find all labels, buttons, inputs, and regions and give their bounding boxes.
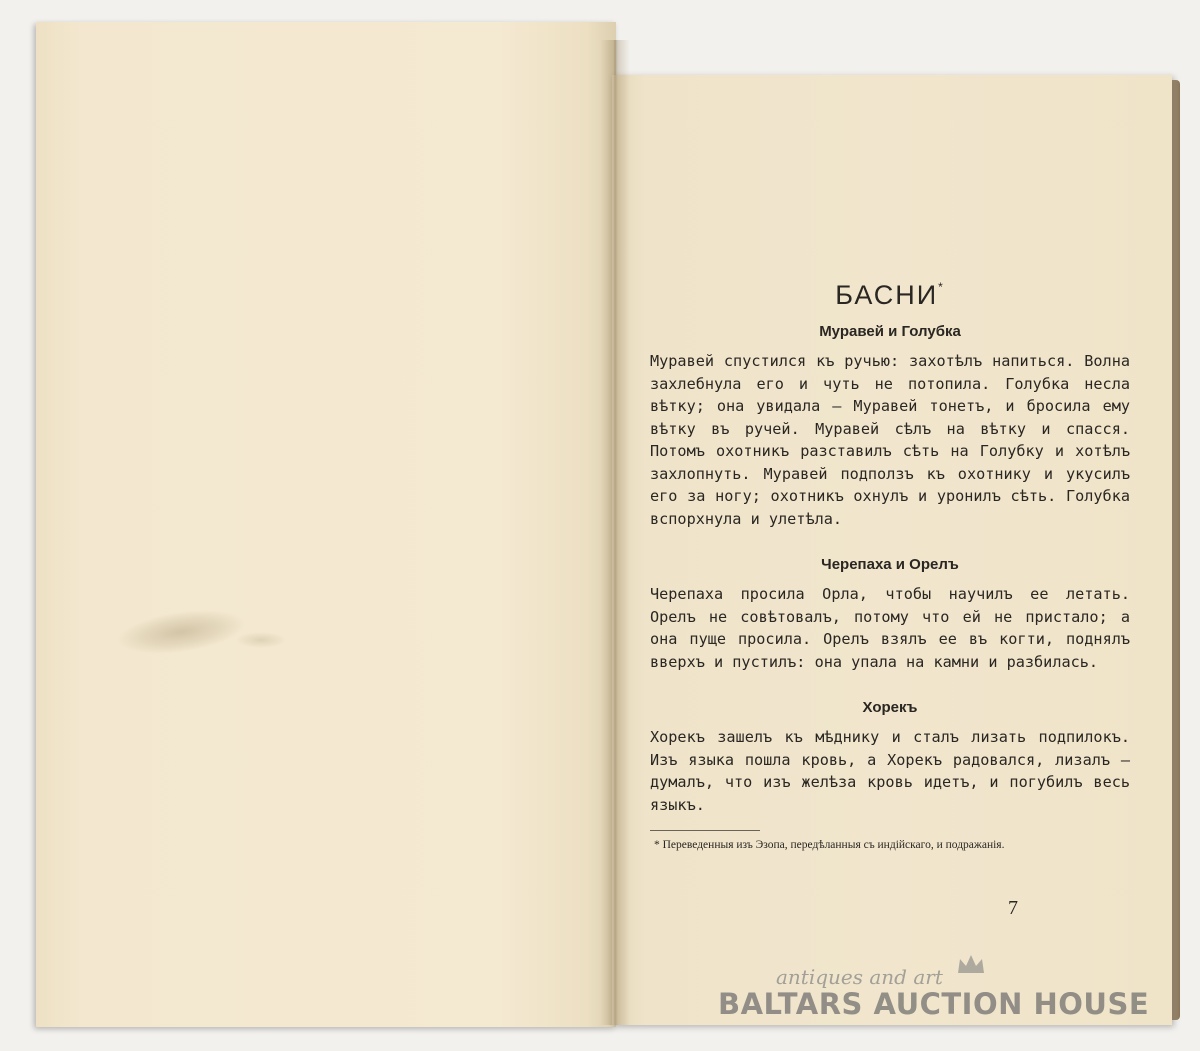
left-page: [36, 22, 616, 1027]
footnote-mark: *: [938, 280, 945, 294]
fable-text: Хорекъ зашелъ къ мѣднику и сталъ лизать подпилокъ. Изъ языка пошла кровь, а Хорекъ радовался, лизалъ — думалъ, что изъ желѣза кровь идетъ, и погубилъ весь языкъ.: [650, 728, 1130, 814]
fable-title: Черепаха и Орелъ: [821, 556, 959, 573]
page-title: [650, 280, 1130, 311]
page-stain: [236, 632, 286, 648]
page-title-text: БАСНИ: [835, 280, 939, 310]
footnote-divider: [650, 830, 760, 831]
fable-title: Муравей и Голубка: [819, 323, 961, 340]
book-gutter: [600, 40, 630, 1025]
fable-text: Черепаха просила Орла, чтобы научилъ ее летать. Орелъ не совѣтовалъ, потому что ей не пристало; а она пуще просила. Орелъ взялъ ее въ когти, поднялъ вверхъ и пустилъ: она упала на камни и разбилась.: [650, 585, 1130, 671]
footnote: * Переведенныя изъ Эзопа, передѣланныя съ индійскаго, и подражанія.: [654, 839, 1005, 851]
crown-icon: [956, 953, 986, 975]
page-content: [650, 280, 1130, 853]
page-number: 7: [1008, 897, 1018, 919]
fable-text: Муравей спустился къ ручью: захотѣлъ напиться. Волна захлебнула его и чуть не потопила. Голубка несла вѣтку; она увидала — Муравей тонетъ, и бросила ему вѣтку въ ручей. Муравей сѣлъ на вѣтку и спасся. Потомъ охотникъ разставилъ сѣть на Голубку и хотѣлъ захлопнуть. Муравей подползъ къ охотнику и укусилъ его за ногу; охотникъ охнулъ и уронилъ сѣть. Голубка вспорхнула и улетѣла.: [650, 352, 1130, 528]
watermark-tagline: antiques and art: [776, 965, 943, 989]
watermark: [718, 965, 1150, 1021]
page-stain: [114, 603, 248, 661]
fable-title: Хорекъ: [862, 699, 918, 716]
watermark-brand: BALTARS AUCTION HOUSE: [718, 987, 1150, 1021]
